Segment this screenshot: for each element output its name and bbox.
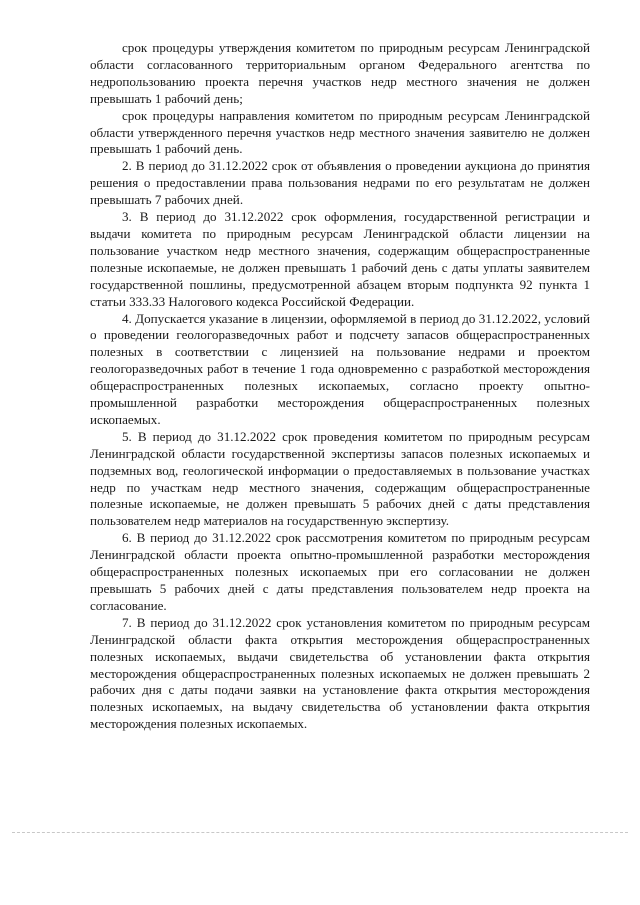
paragraph-5-expertise-term: 5. В период до 31.12.2022 срок проведения комитетом по природным ресурсам Ленинградской области государственной экспертизы запасов полезных ископаемых и подземных вод, геологической информации о предоставляемых в пользование участках недр по участкам недр местного значения, содержащим общераспространенные полезные ископаемые, не должен превышать 5 рабочих дней с даты представления пользователем недр материалов на государственную экспертизу. bbox=[90, 428, 590, 529]
paragraph-7-discovery-term: 7. В период до 31.12.2022 срок установления комитетом по природным ресурсам Ленинградской области факта открытия месторождения общераспространенных полезных ископаемых, выдачи свидетельства об установлении факта открытия месторождения общераспространенных полезных ископаемых не должен превышать 2 рабочих дня с даты подачи заявки на установление факта открытия месторождения полезных ископаемых, на выдачу свидетельства об установлении факта открытия месторождения полезных ископаемых. bbox=[90, 614, 590, 732]
scan-footer-divider bbox=[12, 832, 628, 833]
paragraph-2-auction-term: 2. В период до 31.12.2022 срок от объявления о проведении аукциона до принятия решения о предоставлении права пользования недрами по его результатам не должен превышать 7 рабочих дней. bbox=[90, 158, 590, 208]
document-body bbox=[90, 40, 590, 733]
paragraph-3-license-term: 3. В период до 31.12.2022 срок оформления, государственной регистрации и выдачи комитета по природным ресурсам Ленинградской области лицензии на пользование участком недр местного значения, содержащим общераспространенные полезные ископаемые, не должен превышать 1 рабочий день с даты уплаты заявителем государственной пошлины, предусмотренной абзацем вторым подпункта 92 пункта 1 статьи 333.33 Налогового кодекса Российской Федерации. bbox=[90, 209, 590, 309]
paragraph-4-license-conditions: 4. Допускается указание в лицензии, оформляемой в период до 31.12.2022, условий о проведении геологоразведочных работ и подсчету запасов общераспространенных полезных в соответствии с лицензией на пользование недрами и проектом геологоразведочных работ в течение 1 года одновременно с разработкой месторождения общераспространенных полезных ископаемых, согласно проекту опытно-промышленной разработки месторождения общераспространенных полезных ископаемых. bbox=[90, 310, 590, 427]
paragraph-1b-sending-term: срок процедуры направления комитетом по природным ресурсам Ленинградской области утвержденного перечня участков недр местного значения заявителю не должен превышать 1 рабочий день. bbox=[90, 107, 590, 157]
paragraph-1a-approval-term: срок процедуры утверждения комитетом по природным ресурсам Ленинградской области согласованного территориальным органом Федерального агентства по недропользованию проекта перечня участков недр местного значения не должен превышать 1 рабочий день; bbox=[90, 40, 590, 106]
paragraph-6-project-review-term: 6. В период до 31.12.2022 срок рассмотрения комитетом по природным ресурсам Ленинградской области проекта опытно-промышленной разработки месторождения общераспространенных полезных ископаемых при его согласовании не должен превышать 5 рабочих дней с даты представления пользователем недр проекта на согласование. bbox=[90, 530, 590, 613]
